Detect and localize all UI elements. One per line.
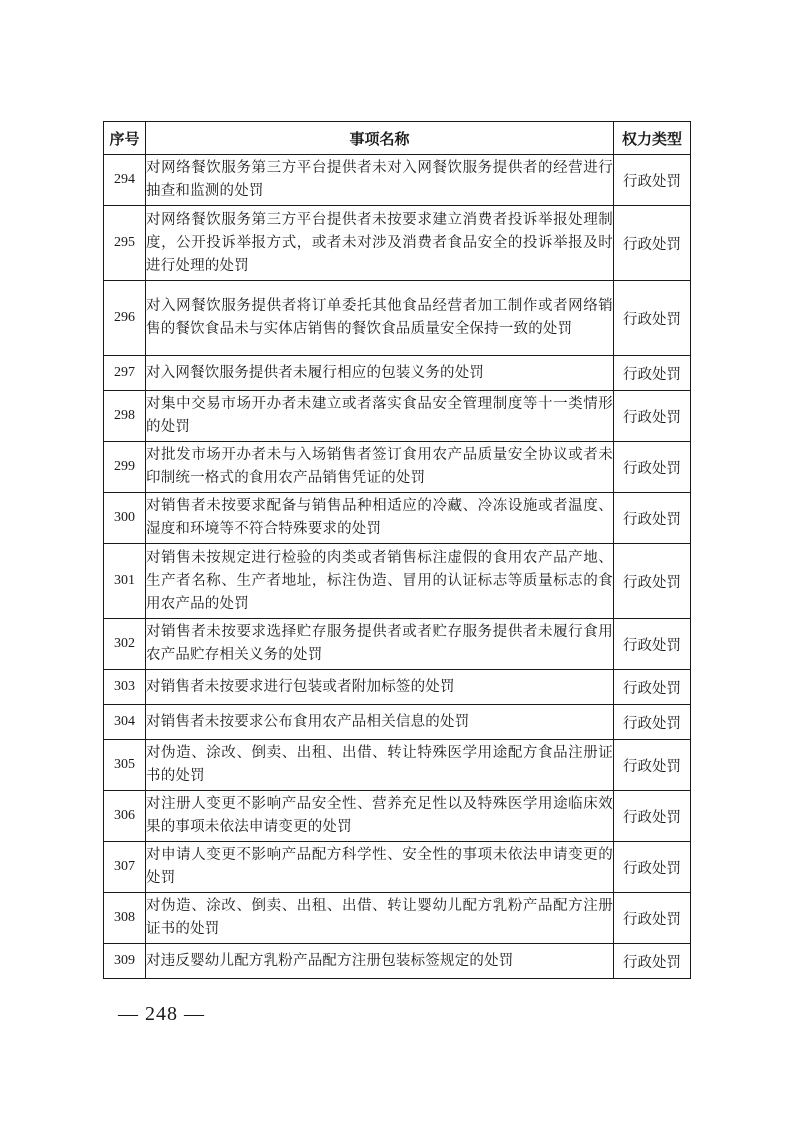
row-name: 对销售者未按要求选择贮存服务提供者或者贮存服务提供者未履行食用农产品贮存相关义务的处罚 [146, 619, 614, 670]
table-row [104, 356, 691, 391]
table-row [104, 281, 691, 356]
row-name: 对销售者未按要求配备与销售品种相适应的冷藏、冷冻设施或者温度、湿度和环境等不符合特殊要求的处罚 [146, 493, 614, 544]
row-name: 对网络餐饮服务第三方平台提供者未对入网餐饮服务提供者的经营进行抽查和监测的处罚 [146, 155, 614, 206]
table-row [104, 740, 691, 791]
row-number: 302 [104, 619, 146, 670]
row-number: 297 [104, 356, 146, 391]
row-number: 298 [104, 391, 146, 442]
row-name: 对网络餐饮服务第三方平台提供者未按要求建立消费者投诉举报处理制度，公开投诉举报方式，或者未对涉及消费者食品安全的投诉举报及时进行处理的处罚 [146, 206, 614, 281]
row-number: 301 [104, 544, 146, 619]
row-number: 305 [104, 740, 146, 791]
header-number: 序号 [104, 122, 146, 155]
row-type: 行政处罚 [614, 670, 691, 705]
row-name: 对销售未按规定进行检验的肉类或者销售标注虚假的食用农产品产地、生产者名称、生产者地址，标注伪造、冒用的认证标志等质量标志的食用农产品的处罚 [146, 544, 614, 619]
row-number: 300 [104, 493, 146, 544]
row-type: 行政处罚 [614, 155, 691, 206]
row-name: 对集中交易市场开办者未建立或者落实食品安全管理制度等十一类情形的处罚 [146, 391, 614, 442]
row-number: 304 [104, 705, 146, 740]
row-number: 294 [104, 155, 146, 206]
row-name: 对违反婴幼儿配方乳粉产品配方注册包装标签规定的处罚 [146, 944, 614, 979]
table-row [104, 670, 691, 705]
row-type: 行政处罚 [614, 493, 691, 544]
table-row [104, 619, 691, 670]
row-type: 行政处罚 [614, 281, 691, 356]
row-name: 对批发市场开办者未与入场销售者签订食用农产品质量安全协议或者未印制统一格式的食用农产品销售凭证的处罚 [146, 442, 614, 493]
row-name: 对伪造、涂改、倒卖、出租、出借、转让婴幼儿配方乳粉产品配方注册证书的处罚 [146, 893, 614, 944]
matters-table [103, 121, 691, 979]
table-row [104, 442, 691, 493]
row-type: 行政处罚 [614, 391, 691, 442]
row-type: 行政处罚 [614, 206, 691, 281]
row-number: 295 [104, 206, 146, 281]
header-type: 权力类型 [614, 122, 691, 155]
row-name: 对入网餐饮服务提供者未履行相应的包装义务的处罚 [146, 356, 614, 391]
row-name: 对入网餐饮服务提供者将订单委托其他食品经营者加工制作或者网络销售的餐饮食品未与实体店销售的餐饮食品质量安全保持一致的处罚 [146, 281, 614, 356]
row-number: 309 [104, 944, 146, 979]
row-number: 296 [104, 281, 146, 356]
row-type: 行政处罚 [614, 842, 691, 893]
row-type: 行政处罚 [614, 705, 691, 740]
table-row [104, 842, 691, 893]
row-name: 对注册人变更不影响产品安全性、营养充足性以及特殊医学用途临床效果的事项未依法申请变更的处罚 [146, 791, 614, 842]
row-number: 299 [104, 442, 146, 493]
row-type: 行政处罚 [614, 740, 691, 791]
table-row [104, 944, 691, 979]
row-type: 行政处罚 [614, 442, 691, 493]
table-row [104, 705, 691, 740]
row-name: 对伪造、涂改、倒卖、出租、出借、转让特殊医学用途配方食品注册证书的处罚 [146, 740, 614, 791]
row-type: 行政处罚 [614, 544, 691, 619]
page-number: — 248 — [118, 1003, 205, 1025]
row-number: 306 [104, 791, 146, 842]
row-name: 对销售者未按要求进行包装或者附加标签的处罚 [146, 670, 614, 705]
table-header-row [104, 122, 691, 155]
row-name: 对申请人变更不影响产品配方科学性、安全性的事项未依法申请变更的处罚 [146, 842, 614, 893]
row-number: 307 [104, 842, 146, 893]
row-type: 行政处罚 [614, 791, 691, 842]
row-number: 303 [104, 670, 146, 705]
table-row [104, 791, 691, 842]
table-row [104, 155, 691, 206]
table-row [104, 206, 691, 281]
row-name: 对销售者未按要求公布食用农产品相关信息的处罚 [146, 705, 614, 740]
row-number: 308 [104, 893, 146, 944]
header-name: 事项名称 [146, 122, 614, 155]
row-type: 行政处罚 [614, 356, 691, 391]
table-row [104, 493, 691, 544]
table-row [104, 893, 691, 944]
table-row [104, 391, 691, 442]
row-type: 行政处罚 [614, 893, 691, 944]
table-row [104, 544, 691, 619]
row-type: 行政处罚 [614, 944, 691, 979]
row-type: 行政处罚 [614, 619, 691, 670]
